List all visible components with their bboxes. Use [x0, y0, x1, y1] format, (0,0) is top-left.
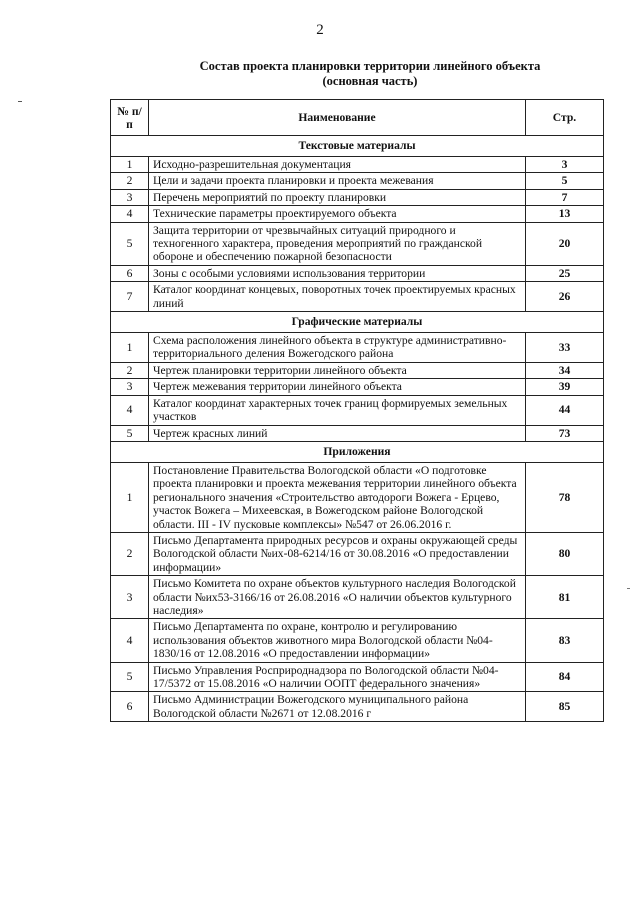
row-number: 2	[111, 173, 149, 189]
row-number: 1	[111, 333, 149, 363]
row-number: 1	[111, 157, 149, 173]
row-name: Письмо Департамента природных ресурсов и охраны окружающей среды Вологодской области №их-08-6214/16 от 30.08.2016 «О предоставлении информации»	[149, 532, 526, 575]
row-page: 44	[526, 395, 604, 425]
row-page: 20	[526, 222, 604, 265]
table-row	[111, 662, 604, 692]
row-number: 4	[111, 619, 149, 662]
scan-mark-edge	[627, 588, 630, 589]
section-title: Графические материалы	[111, 312, 604, 333]
table-row	[111, 206, 604, 222]
row-page: 13	[526, 206, 604, 222]
table-row	[111, 619, 604, 662]
table-row	[111, 462, 604, 532]
row-name: Чертеж красных линий	[149, 425, 526, 441]
row-page: 3	[526, 157, 604, 173]
table-row	[111, 173, 604, 189]
row-number: 7	[111, 282, 149, 312]
row-page: 5	[526, 173, 604, 189]
row-number: 5	[111, 222, 149, 265]
table-header-row	[111, 100, 604, 136]
table-row	[111, 157, 604, 173]
table-row	[111, 333, 604, 363]
row-page: 34	[526, 362, 604, 378]
row-name: Защита территории от чрезвычайных ситуаций природного и техногенного характера, проведения мероприятий по гражданской обороне и обеспечению пожарной безопасности	[149, 222, 526, 265]
row-page: 73	[526, 425, 604, 441]
row-number: 6	[111, 692, 149, 722]
row-number: 3	[111, 576, 149, 619]
table-row	[111, 282, 604, 312]
row-name: Каталог координат характерных точек границ формируемых земельных участков	[149, 395, 526, 425]
row-number: 4	[111, 395, 149, 425]
section-title: Приложения	[111, 441, 604, 462]
header-page: Стр.	[526, 100, 604, 136]
row-number: 2	[111, 362, 149, 378]
table-row	[111, 189, 604, 205]
table-row	[111, 265, 604, 281]
row-name: Каталог координат концевых, поворотных точек проектируемых красных линий	[149, 282, 526, 312]
row-page: 78	[526, 462, 604, 532]
document-title-line-1: Состав проекта планировки территории линейного объекта	[199, 59, 541, 73]
table-row	[111, 222, 604, 265]
header-name: Наименование	[149, 100, 526, 136]
row-page: 85	[526, 692, 604, 722]
row-page: 33	[526, 333, 604, 363]
row-number: 6	[111, 265, 149, 281]
row-name: Постановление Правительства Вологодской области «О подготовке проекта планировки и проекта межевания территории линейного объекта регионального значения «Строительство автодороги Вожега - Ерцево, участок Вожега – Михеевская, в Вожегодском районе Вологодской области. III - IV пусковые комплексы» №547 от 26.06.2016 г.	[149, 462, 526, 532]
row-name: Письмо Администрации Вожегодского муниципального района Вологодской области №2671 от 12.08.2016 г	[149, 692, 526, 722]
row-name: Письмо Управления Росприроднадзора по Вологодской области №04-17/5372 от 15.08.2016 «О наличии ООПТ федерального значения»	[149, 662, 526, 692]
section-row	[111, 136, 604, 157]
table-row	[111, 395, 604, 425]
scan-mark	[18, 101, 22, 102]
section-title: Текстовые материалы	[111, 136, 604, 157]
row-page: 25	[526, 265, 604, 281]
table-row	[111, 425, 604, 441]
document-title-line-2: (основная часть)	[322, 74, 418, 88]
table-row	[111, 362, 604, 378]
document-title	[110, 59, 630, 89]
row-page: 39	[526, 379, 604, 395]
header-number: № п/п	[111, 100, 149, 136]
row-number: 2	[111, 532, 149, 575]
contents-table	[110, 99, 604, 722]
row-page: 84	[526, 662, 604, 692]
row-page: 83	[526, 619, 604, 662]
row-page: 7	[526, 189, 604, 205]
row-name: Чертеж планировки территории линейного объекта	[149, 362, 526, 378]
row-name: Схема расположения линейного объекта в структуре административно-территориального деления Вожегодского района	[149, 333, 526, 363]
row-name: Технические параметры проектируемого объекта	[149, 206, 526, 222]
row-number: 5	[111, 662, 149, 692]
row-number: 4	[111, 206, 149, 222]
row-name: Зоны с особыми условиями использования территории	[149, 265, 526, 281]
row-page: 80	[526, 532, 604, 575]
row-name: Исходно-разрешительная документация	[149, 157, 526, 173]
table-row	[111, 692, 604, 722]
row-number: 1	[111, 462, 149, 532]
contents-table-body	[111, 136, 604, 722]
page-number: 2	[316, 22, 324, 38]
row-name: Письмо Департамента по охране, контролю и регулированию использования объектов животного мира Вологодской области №04-1830/16 от 12.08.2016 «О предоставлении информации»	[149, 619, 526, 662]
row-number: 3	[111, 379, 149, 395]
row-number: 3	[111, 189, 149, 205]
section-row	[111, 312, 604, 333]
row-name: Письмо Комитета по охране объектов культурного наследия Вологодской области №их53-3166/16 от 26.08.2016 «О наличии объектов культурного наследия»	[149, 576, 526, 619]
section-row	[111, 441, 604, 462]
row-name: Цели и задачи проекта планировки и проекта межевания	[149, 173, 526, 189]
row-page: 81	[526, 576, 604, 619]
row-name: Перечень мероприятий по проекту планировки	[149, 189, 526, 205]
table-row	[111, 532, 604, 575]
row-number: 5	[111, 425, 149, 441]
row-page: 26	[526, 282, 604, 312]
table-row	[111, 379, 604, 395]
table-row	[111, 576, 604, 619]
row-name: Чертеж межевания территории линейного объекта	[149, 379, 526, 395]
